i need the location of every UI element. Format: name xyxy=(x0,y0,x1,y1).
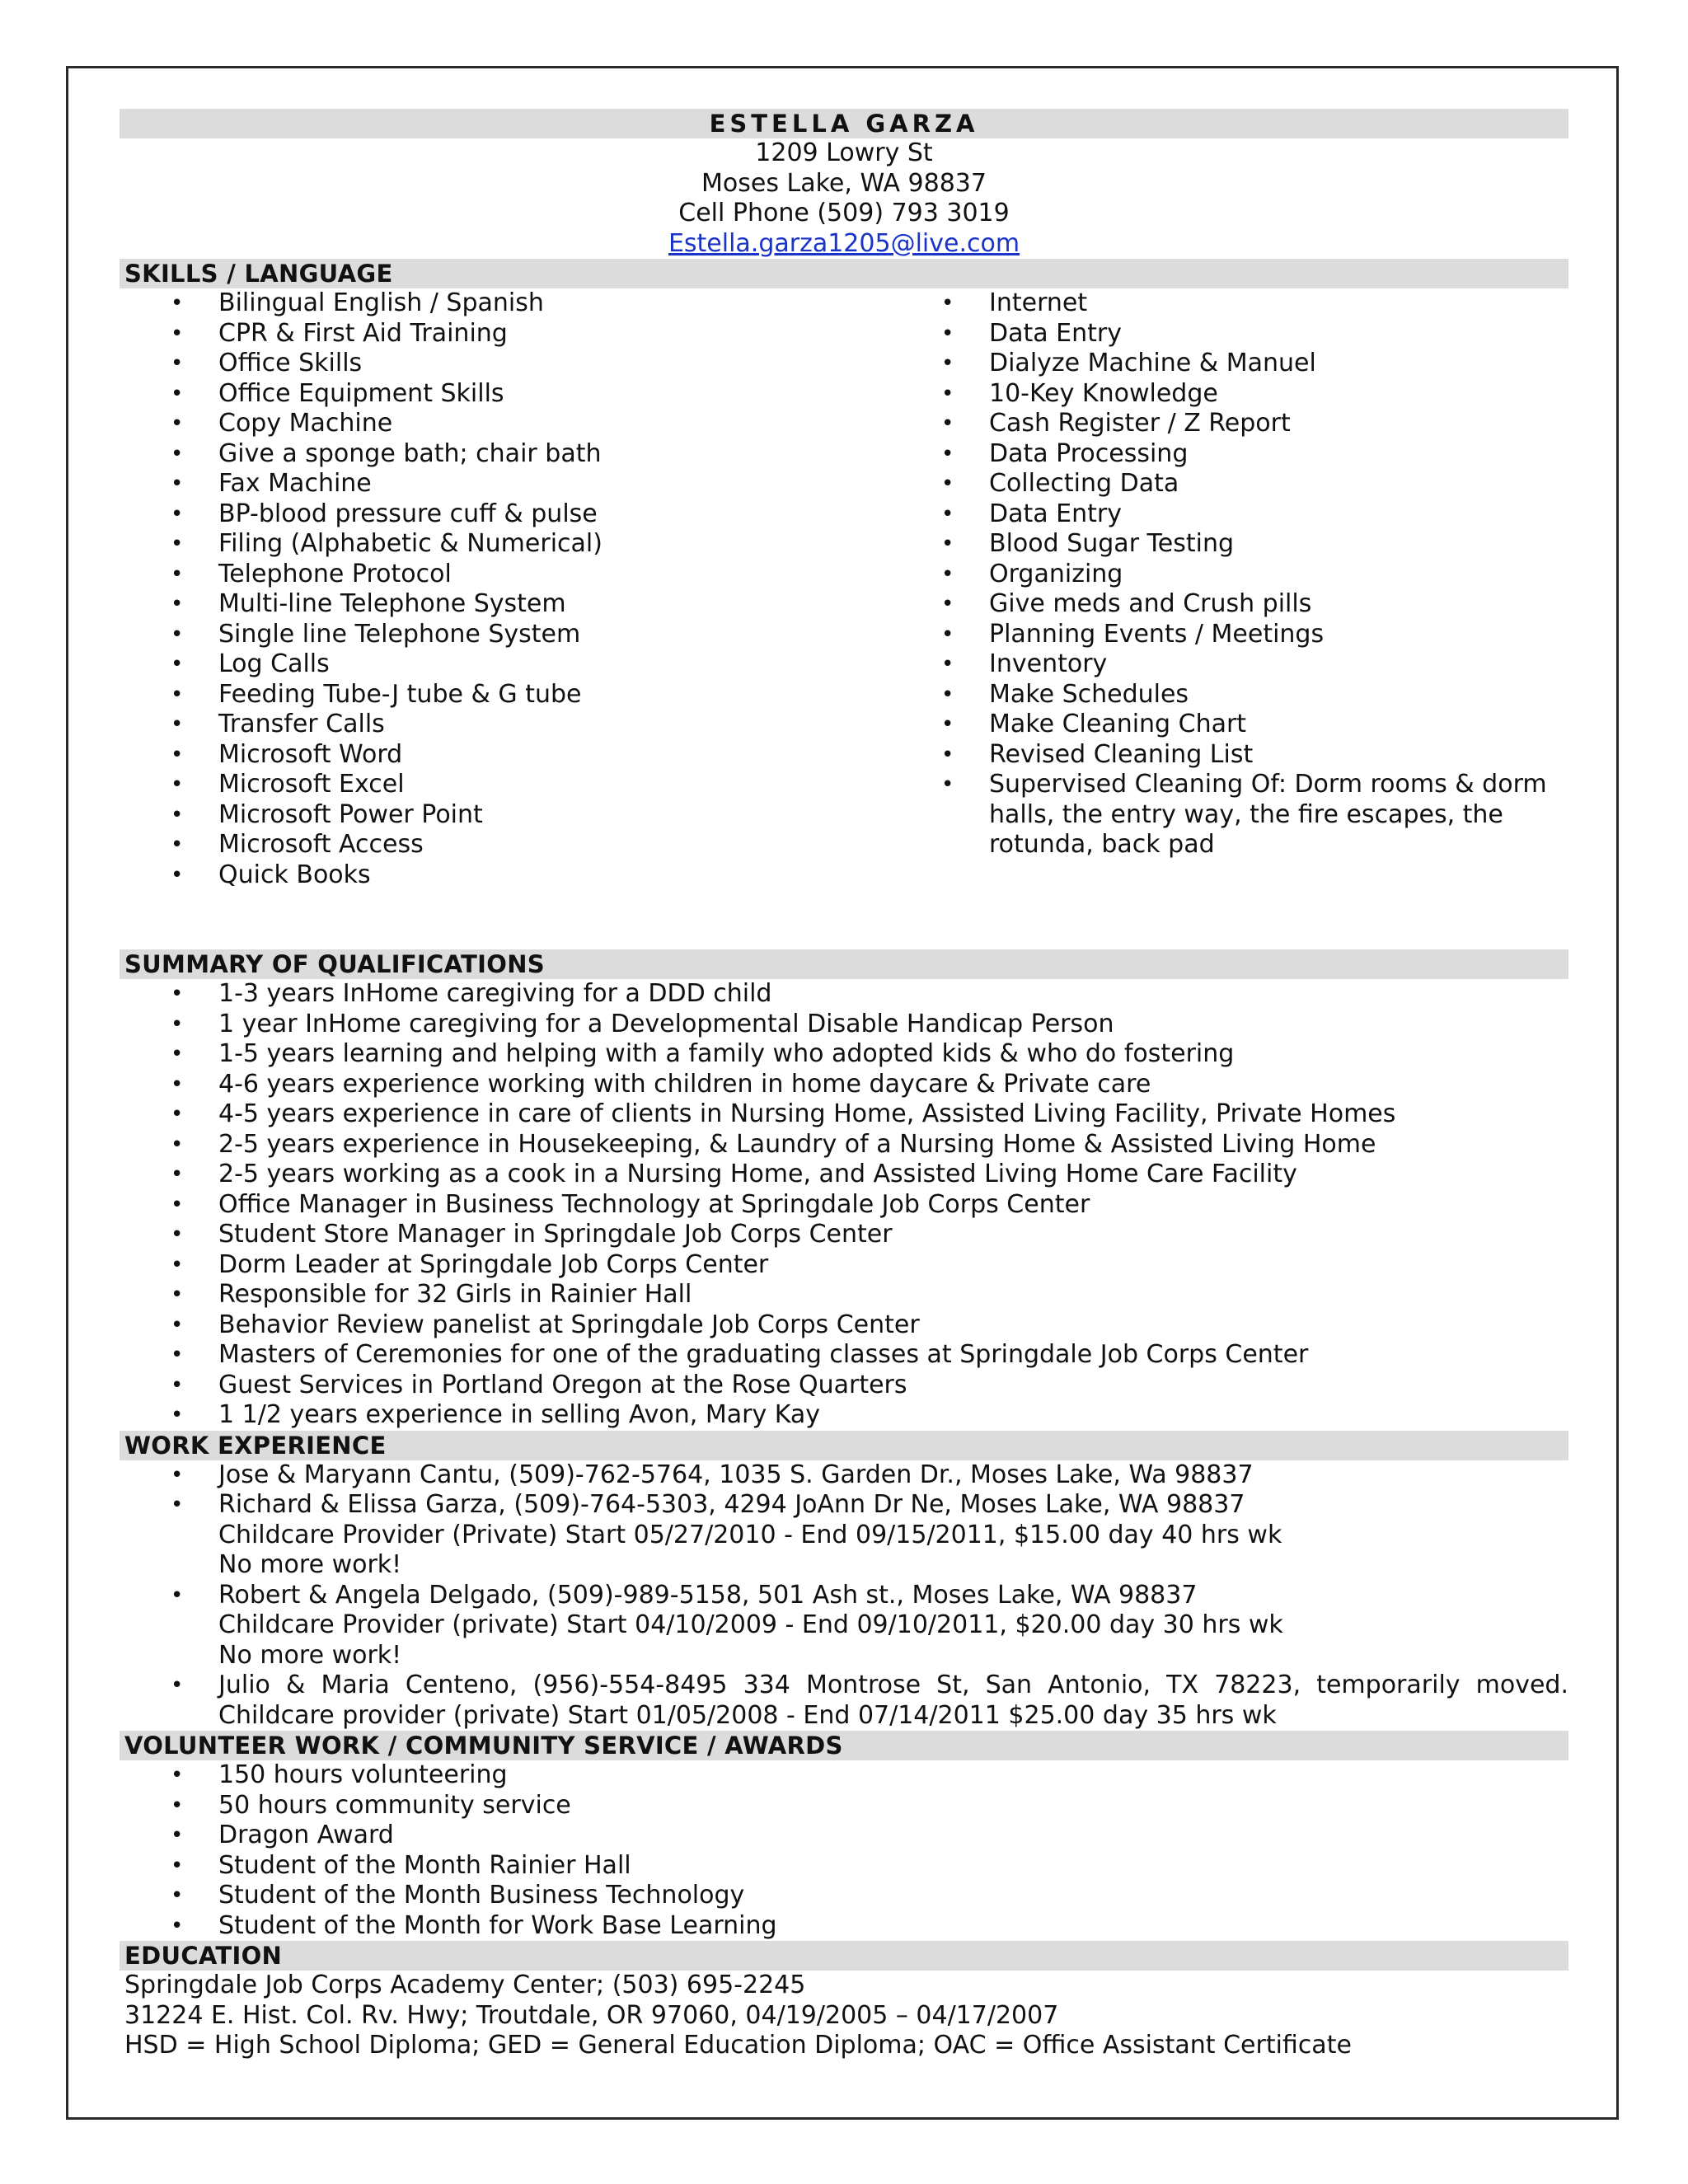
list-item: • Microsoft Power Point xyxy=(120,800,890,831)
section-heading-skills: SKILLS / LANGUAGE xyxy=(120,259,1568,288)
skills-columns xyxy=(120,288,1568,890)
list-item: • 4-6 years experience working with children in home daycare & Private care xyxy=(120,1070,1568,1100)
list-item: • Multi-line Telephone System xyxy=(120,589,890,620)
section-heading-summary: SUMMARY OF QUALIFICATIONS xyxy=(120,949,1568,979)
skills-list-left xyxy=(120,288,890,890)
list-item: • Make Cleaning Chart xyxy=(890,710,1568,740)
list-item: • 1-3 years InHome caregiving for a DDD child xyxy=(120,979,1568,1010)
list-item: • Quick Books xyxy=(120,860,890,891)
job-employer-line: • Robert & Angela Delgado, (509)-989-5158, 501 Ash st., Moses Lake, WA 98837 xyxy=(218,1580,1198,1610)
education-block xyxy=(120,1971,1568,2061)
job-entry xyxy=(120,1671,1568,1731)
list-item: • Collecting Data xyxy=(890,469,1568,499)
list-item: • Make Schedules xyxy=(890,680,1568,710)
list-item: • Filing (Alphabetic & Numerical) xyxy=(120,529,890,560)
list-item: • Data Processing xyxy=(890,439,1568,470)
list-item: • Office Skills xyxy=(120,349,890,379)
list-item: • Student of the Month Rainier Hall xyxy=(120,1851,1568,1882)
list-item: • Microsoft Word xyxy=(120,740,890,771)
list-item: • 1-5 years learning and helping with a family who adopted kids & who do fostering xyxy=(120,1039,1568,1070)
job-detail-line: Childcare provider (private) Start 01/05/2008 - End 07/14/2011 $25.00 day 35 hrs wk xyxy=(218,1700,1277,1730)
list-item: • 150 hours volunteering xyxy=(120,1760,1568,1791)
volunteer-list xyxy=(120,1760,1568,1941)
list-item: • Feeding Tube-J tube & G tube xyxy=(120,680,890,710)
job-entry xyxy=(120,1490,1568,1581)
list-item: • Supervised Cleaning Of: Dorm rooms & dorm halls, the entry way, the fire escapes, the rotunda, back pad xyxy=(890,770,1568,860)
section-heading-education: EDUCATION xyxy=(120,1941,1568,1971)
education-line: HSD = High School Diploma; GED = General Education Diploma; OAC = Office Assistant Certificate xyxy=(124,2031,1352,2060)
list-item: • 1 1/2 years experience in selling Avon, Mary Kay xyxy=(120,1400,1568,1431)
list-item: • Responsible for 32 Girls in Rainier Hall xyxy=(120,1280,1568,1310)
list-item: • Give a sponge bath; chair bath xyxy=(120,439,890,470)
list-item: • Masters of Ceremonies for one of the graduating classes at Springdale Job Corps Center xyxy=(120,1340,1568,1371)
list-item: • 2-5 years experience in Housekeeping, & Laundry of a Nursing Home & Assisted Living Home xyxy=(120,1130,1568,1160)
job-employer-line: • Richard & Elissa Garza, (509)-764-5303, 4294 JoAnn Dr Ne, Moses Lake, WA 98837 xyxy=(218,1490,1245,1519)
list-item: • Office Manager in Business Technology at Springdale Job Corps Center xyxy=(120,1190,1568,1221)
list-item: • Revised Cleaning List xyxy=(890,740,1568,771)
list-item: • Data Entry xyxy=(890,319,1568,349)
contact-block xyxy=(120,138,1568,259)
list-item: • Microsoft Excel xyxy=(120,770,890,800)
list-item: • 10-Key Knowledge xyxy=(890,379,1568,410)
list-item: • Telephone Protocol xyxy=(120,560,890,590)
job-note-line: No more work! xyxy=(218,1550,402,1579)
list-item: • Behavior Review panelist at Springdale Job Corps Center xyxy=(120,1310,1568,1341)
list-item: • Organizing xyxy=(890,560,1568,590)
list-item: • Single line Telephone System xyxy=(120,620,890,650)
list-item: • Office Equipment Skills xyxy=(120,379,890,410)
job-employer-line: • Julio & Maria Centeno, (956)-554-8495 334 Montrose St, San Antonio, TX 78223, temporarily moved. xyxy=(218,1671,1568,1699)
list-item: • Copy Machine xyxy=(120,409,890,439)
list-item: • 1 year InHome caregiving for a Developmental Disable Handicap Person xyxy=(120,1010,1568,1040)
list-item: • Internet xyxy=(890,288,1568,319)
skills-list-right xyxy=(890,288,1568,890)
list-item: • CPR & First Aid Training xyxy=(120,319,890,349)
work-list xyxy=(120,1460,1568,1732)
list-item: • BP-blood pressure cuff & pulse xyxy=(120,499,890,530)
list-item: • Dragon Award xyxy=(120,1821,1568,1851)
list-item: • 4-5 years experience in care of clients in Nursing Home, Assisted Living Facility, Private Homes xyxy=(120,1099,1568,1130)
list-item: • 2-5 years working as a cook in a Nursing Home, and Assisted Living Home Care Facility xyxy=(120,1160,1568,1190)
list-item: • Transfer Calls xyxy=(120,710,890,740)
list-item: • Student of the Month Business Technology xyxy=(120,1881,1568,1911)
list-item: • Dialyze Machine & Manuel xyxy=(890,349,1568,379)
education-line: Springdale Job Corps Academy Center; (503) 695-2245 xyxy=(124,1971,806,1999)
spacer xyxy=(120,890,1568,949)
list-item: • Dorm Leader at Springdale Job Corps Center xyxy=(120,1250,1568,1281)
list-item: • Log Calls xyxy=(120,649,890,680)
list-item: • Microsoft Access xyxy=(120,830,890,860)
section-heading-volunteer: VOLUNTEER WORK / COMMUNITY SERVICE / AWARDS xyxy=(120,1731,1568,1760)
list-item: • Fax Machine xyxy=(120,469,890,499)
section-heading-work: WORK EXPERIENCE xyxy=(120,1431,1568,1460)
job-entry xyxy=(120,1581,1568,1671)
list-item: • Blood Sugar Testing xyxy=(890,529,1568,560)
list-item: • Student Store Manager in Springdale Job Corps Center xyxy=(120,1220,1568,1250)
email-link[interactable]: Estella.garza1205@live.com xyxy=(668,228,1020,258)
city-line: Moses Lake, WA 98837 xyxy=(701,168,987,198)
job-note-line: No more work! xyxy=(218,1640,402,1670)
list-item: • Data Entry xyxy=(890,499,1568,530)
list-item: • Planning Events / Meetings xyxy=(890,620,1568,650)
resume-document xyxy=(120,109,1568,2061)
list-item: • Student of the Month for Work Base Learning xyxy=(120,1911,1568,1942)
job-entry xyxy=(120,1460,1568,1491)
address-line: 1209 Lowry St xyxy=(755,138,933,167)
education-line: 31224 E. Hist. Col. Rv. Hwy; Troutdale, OR 97060, 04/19/2005 – 04/17/2007 xyxy=(124,2000,1059,2030)
list-item: • Give meds and Crush pills xyxy=(890,589,1568,620)
job-detail-line: Childcare Provider (Private) Start 05/27/2010 - End 09/15/2011, $15.00 day 40 hrs wk xyxy=(218,1520,1282,1549)
list-item: • Bilingual English / Spanish xyxy=(120,288,890,319)
summary-list xyxy=(120,979,1568,1431)
list-item: • Inventory xyxy=(890,649,1568,680)
job-detail-line: Childcare Provider (private) Start 04/10/2009 - End 09/10/2011, $20.00 day 30 hrs wk xyxy=(218,1610,1283,1639)
list-item: • 50 hours community service xyxy=(120,1791,1568,1821)
list-item: • Guest Services in Portland Oregon at the Rose Quarters xyxy=(120,1371,1568,1401)
phone-line: Cell Phone (509) 793 3019 xyxy=(678,199,1010,227)
applicant-name: ESTELLA GARZA xyxy=(120,109,1568,138)
list-item: • Cash Register / Z Report xyxy=(890,409,1568,439)
job-employer-line: • Jose & Maryann Cantu, (509)-762-5764, 1035 S. Garden Dr., Moses Lake, Wa 98837 xyxy=(218,1460,1254,1489)
